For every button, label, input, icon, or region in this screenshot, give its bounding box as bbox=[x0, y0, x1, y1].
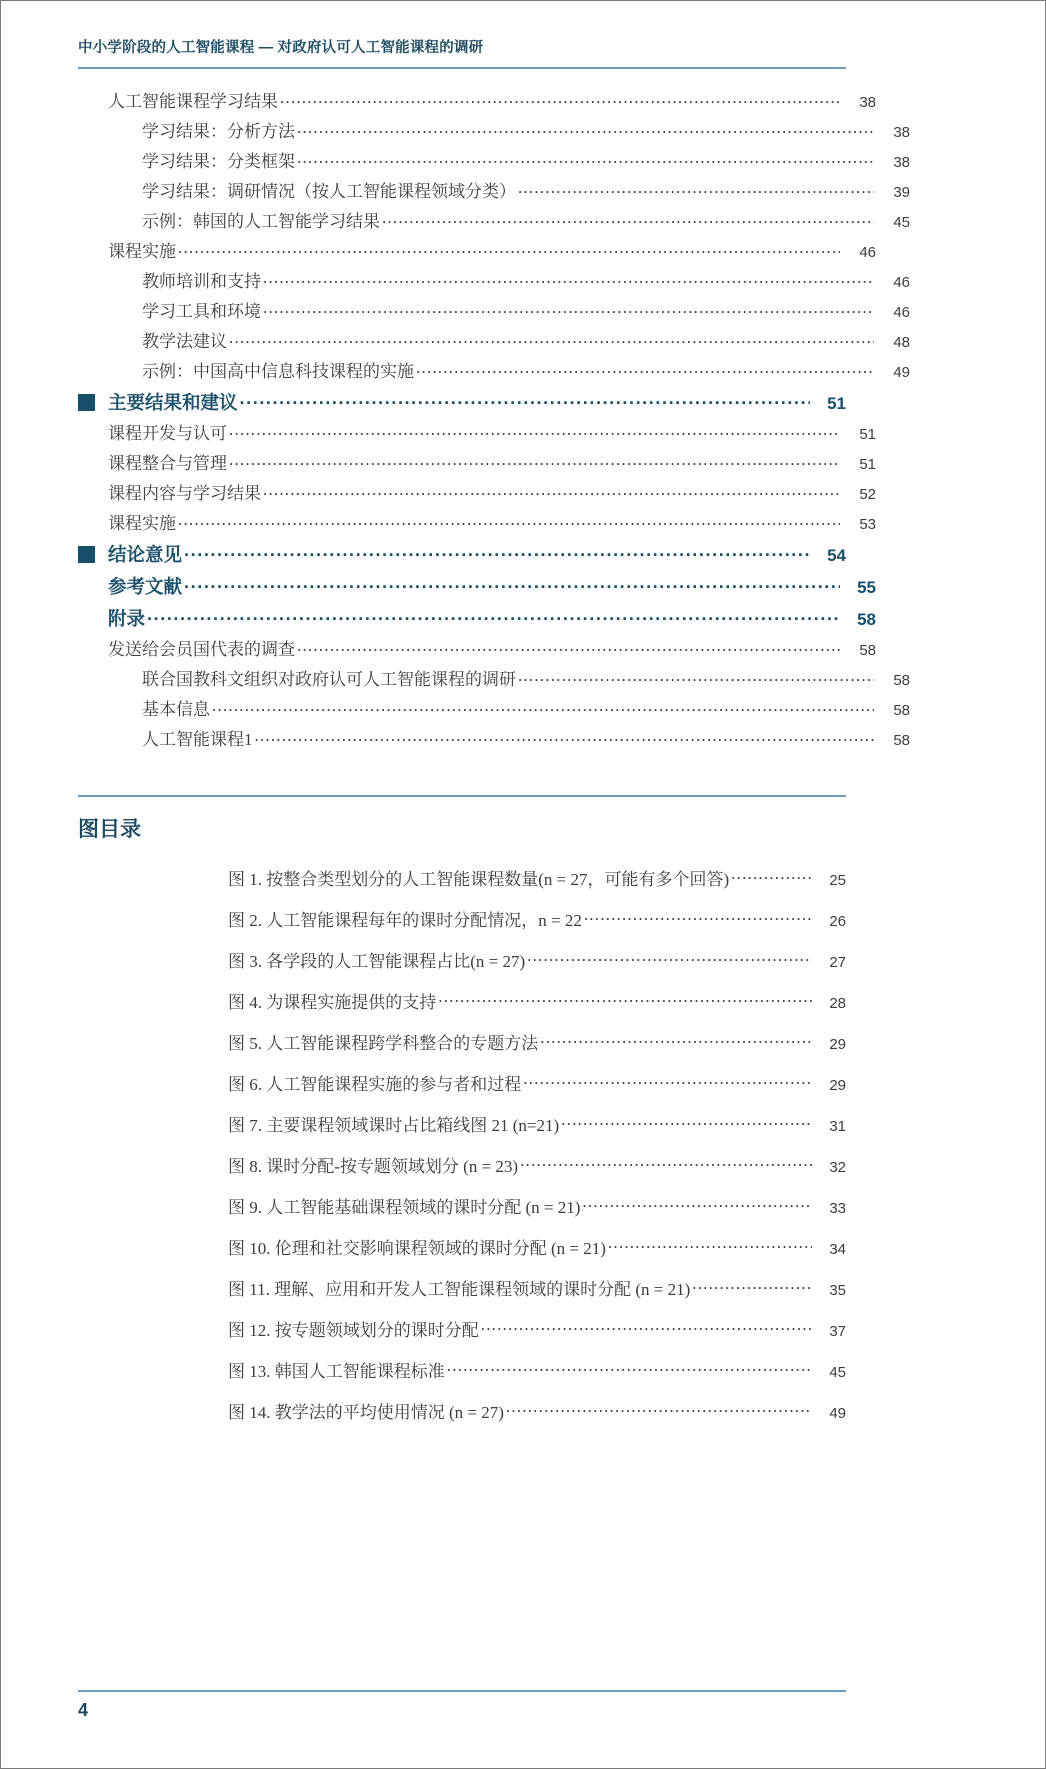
toc-entry-page-number: 39 bbox=[893, 184, 910, 201]
figure-entry[interactable] bbox=[228, 857, 846, 898]
figure-dot-leader bbox=[438, 991, 812, 1008]
figure-entry-page-number: 49 bbox=[829, 1405, 846, 1422]
toc-dot-leader bbox=[297, 638, 840, 655]
square-bullet-glyph bbox=[78, 394, 95, 411]
toc-entry[interactable] bbox=[78, 325, 910, 355]
list-of-figures-divider bbox=[78, 795, 846, 797]
toc-entry-label: 人工智能课程1 bbox=[142, 730, 253, 749]
toc-entry[interactable] bbox=[78, 235, 876, 265]
toc-entry[interactable] bbox=[78, 601, 876, 633]
page-footer bbox=[78, 1690, 868, 1721]
toc-entry-label: 示例：韩国的人工智能学习结果 bbox=[142, 212, 380, 231]
toc-entry-label: 课程整合与管理 bbox=[108, 454, 227, 473]
toc-entry-page-number: 55 bbox=[857, 577, 876, 597]
toc-entry-label: 课程内容与学习结果 bbox=[108, 484, 261, 503]
toc-entry-page-number: 46 bbox=[859, 244, 876, 261]
toc-entry[interactable] bbox=[78, 205, 910, 235]
figure-entry-page-number: 25 bbox=[829, 872, 846, 889]
figure-dot-leader bbox=[561, 1114, 812, 1131]
figure-entry[interactable] bbox=[228, 1390, 846, 1431]
figure-entry-page-number: 29 bbox=[829, 1036, 846, 1053]
figure-entry[interactable] bbox=[228, 1062, 846, 1103]
figure-entry[interactable] bbox=[228, 980, 846, 1021]
figure-entry-page-number: 26 bbox=[829, 913, 846, 930]
figure-entry-label: 图 14. 教学法的平均使用情况 (n = 27) bbox=[228, 1403, 504, 1422]
figure-entry[interactable] bbox=[228, 1267, 846, 1308]
toc-dot-leader bbox=[184, 542, 810, 561]
figure-dot-leader bbox=[582, 1196, 812, 1213]
toc-dot-leader bbox=[263, 270, 874, 287]
toc-entry-page-number: 49 bbox=[893, 364, 910, 381]
toc-entry-label: 主要结果和建议 bbox=[108, 391, 238, 413]
figure-entry-page-number: 45 bbox=[829, 1364, 846, 1381]
figure-entry[interactable] bbox=[228, 1021, 846, 1062]
toc-entry-page-number: 58 bbox=[893, 672, 910, 689]
toc-entry[interactable] bbox=[78, 417, 876, 447]
running-header-title: 中小学阶段的人工智能课程 — 对政府认可人工智能课程的调研 bbox=[78, 40, 484, 56]
toc-entry-label: 教师培训和支持 bbox=[142, 272, 261, 291]
toc-entry-label: 学习工具和环境 bbox=[142, 302, 261, 321]
toc-entry[interactable] bbox=[78, 569, 876, 601]
toc-entry-label: 课程实施 bbox=[108, 242, 176, 261]
figure-entry-label: 图 12. 按专题领域划分的课时分配 bbox=[228, 1321, 479, 1340]
toc-entry-label: 课程开发与认可 bbox=[108, 424, 227, 443]
figure-entry-label: 图 10. 伦理和社交影响课程领域的课时分配 (n = 21) bbox=[228, 1239, 606, 1258]
toc-entry[interactable] bbox=[78, 85, 876, 115]
toc-entry-page-number: 48 bbox=[893, 334, 910, 351]
toc-entry[interactable] bbox=[78, 355, 910, 385]
toc-dot-leader bbox=[255, 728, 875, 745]
toc-entry[interactable] bbox=[78, 663, 910, 693]
figure-entry-page-number: 35 bbox=[829, 1282, 846, 1299]
figure-entry[interactable] bbox=[228, 1103, 846, 1144]
toc-entry[interactable] bbox=[78, 507, 876, 537]
figure-entry[interactable] bbox=[228, 1349, 846, 1390]
toc-entry-page-number: 58 bbox=[893, 702, 910, 719]
header-divider bbox=[78, 67, 846, 69]
table-of-contents bbox=[78, 85, 910, 753]
toc-entry-label: 教学法建议 bbox=[142, 332, 227, 351]
figure-entry[interactable] bbox=[228, 939, 846, 980]
figure-dot-leader bbox=[506, 1401, 812, 1418]
figure-entry-page-number: 29 bbox=[829, 1077, 846, 1094]
figure-entry-label: 图 7. 主要课程领域课时占比箱线图 21 (n=21) bbox=[228, 1116, 560, 1135]
toc-entry-label: 参考文献 bbox=[108, 575, 183, 597]
toc-entry[interactable] bbox=[78, 385, 846, 417]
toc-entry-label: 学习结果：分类框架 bbox=[142, 152, 295, 171]
toc-entry-page-number: 51 bbox=[859, 426, 876, 443]
toc-dot-leader bbox=[263, 300, 874, 317]
running-header bbox=[78, 0, 868, 69]
footer-divider bbox=[78, 1690, 846, 1692]
toc-entry-page-number: 51 bbox=[827, 393, 846, 413]
toc-dot-leader bbox=[297, 120, 874, 137]
toc-dot-leader bbox=[263, 482, 840, 499]
figure-entry-page-number: 27 bbox=[829, 954, 846, 971]
square-bullet-icon bbox=[78, 392, 108, 409]
figure-entry[interactable] bbox=[228, 898, 846, 939]
toc-entry-page-number: 46 bbox=[893, 274, 910, 291]
toc-dot-leader bbox=[212, 698, 874, 715]
toc-dot-leader bbox=[280, 90, 840, 107]
toc-entry-page-number: 46 bbox=[893, 304, 910, 321]
toc-entry-page-number: 51 bbox=[859, 456, 876, 473]
toc-entry-label: 课程实施 bbox=[108, 514, 176, 533]
figure-entry-label: 图 8. 课时分配-按专题领域划分 (n = 23) bbox=[228, 1157, 519, 1176]
toc-entry-page-number: 52 bbox=[859, 486, 876, 503]
toc-entry[interactable] bbox=[78, 537, 846, 569]
toc-entry-label: 联合国教科文组织对政府认可人工智能课程的调研 bbox=[142, 670, 516, 689]
figure-dot-leader bbox=[520, 1155, 812, 1172]
toc-entry[interactable] bbox=[78, 265, 910, 295]
toc-dot-leader bbox=[178, 240, 840, 257]
figure-dot-leader bbox=[584, 909, 812, 926]
figure-dot-leader bbox=[540, 1032, 812, 1049]
toc-entry-page-number: 54 bbox=[827, 545, 846, 565]
toc-entry-page-number: 58 bbox=[859, 642, 876, 659]
toc-dot-leader bbox=[518, 668, 874, 685]
toc-entry[interactable] bbox=[78, 723, 910, 753]
figure-entry-label: 图 3. 各学段的人工智能课程占比(n = 27) bbox=[228, 952, 526, 971]
toc-entry-label: 学习结果：调研情况（按人工智能课程领域分类） bbox=[142, 182, 516, 201]
toc-entry[interactable] bbox=[78, 145, 910, 175]
figure-entry[interactable] bbox=[228, 1308, 846, 1349]
square-bullet-icon bbox=[78, 544, 108, 561]
toc-entry-label: 人工智能课程学习结果 bbox=[108, 92, 278, 111]
figure-dot-leader bbox=[692, 1278, 812, 1295]
figure-dot-leader bbox=[608, 1237, 812, 1254]
square-bullet-glyph bbox=[78, 546, 95, 563]
toc-entry-label: 示例：中国高中信息科技课程的实施 bbox=[142, 362, 414, 381]
figure-entry-label: 图 5. 人工智能课程跨学科整合的专题方法 bbox=[228, 1034, 539, 1053]
footer-page-number: 4 bbox=[78, 1700, 89, 1720]
toc-entry[interactable] bbox=[78, 477, 876, 507]
toc-entry-page-number: 53 bbox=[859, 516, 876, 533]
figure-dot-leader bbox=[731, 868, 812, 885]
list-of-figures-title: 图目录 bbox=[78, 818, 141, 841]
figure-entry[interactable] bbox=[228, 1226, 846, 1267]
toc-dot-leader bbox=[416, 360, 874, 377]
toc-dot-leader bbox=[240, 390, 810, 409]
toc-dot-leader bbox=[229, 422, 840, 439]
figure-entry-page-number: 33 bbox=[829, 1200, 846, 1217]
figure-entry-label: 图 9. 人工智能基础课程领域的课时分配 (n = 21) bbox=[228, 1198, 581, 1217]
toc-entry-page-number: 38 bbox=[893, 124, 910, 141]
toc-entry-page-number: 58 bbox=[857, 609, 876, 629]
toc-entry-label: 学习结果：分析方法 bbox=[142, 122, 295, 141]
toc-entry[interactable] bbox=[78, 693, 910, 723]
toc-dot-leader bbox=[382, 210, 874, 227]
figure-entry[interactable] bbox=[228, 1144, 846, 1185]
toc-entry[interactable] bbox=[78, 447, 876, 477]
figure-entry-label: 图 2. 人工智能课程每年的课时分配情况，n = 22 bbox=[228, 911, 582, 930]
figure-dot-leader bbox=[523, 1073, 812, 1090]
toc-entry-page-number: 38 bbox=[859, 94, 876, 111]
figure-entry-label: 图 11. 理解、应用和开发人工智能课程领域的课时分配 (n = 21) bbox=[228, 1280, 691, 1299]
toc-dot-leader bbox=[297, 150, 874, 167]
figure-dot-leader bbox=[447, 1360, 812, 1377]
toc-entry-label: 结论意见 bbox=[108, 543, 183, 565]
list-of-figures bbox=[78, 857, 868, 1431]
figure-dot-leader bbox=[527, 950, 812, 967]
figure-entry-label: 图 1. 按整合类型划分的人工智能课程数量(n = 27，可能有多个回答) bbox=[228, 870, 730, 889]
toc-entry-label: 基本信息 bbox=[142, 700, 210, 719]
toc-entry[interactable] bbox=[78, 633, 876, 663]
toc-entry-label: 发送给会员国代表的调查 bbox=[108, 640, 295, 659]
toc-entry-page-number: 58 bbox=[893, 732, 910, 749]
toc-dot-leader bbox=[184, 574, 840, 593]
toc-dot-leader bbox=[518, 180, 874, 197]
figure-entry-label: 图 4. 为课程实施提供的支持 bbox=[228, 993, 437, 1012]
figure-dot-leader bbox=[481, 1319, 812, 1336]
figure-entry[interactable] bbox=[228, 1185, 846, 1226]
figure-entry-label: 图 13. 韩国人工智能课程标准 bbox=[228, 1362, 445, 1381]
toc-entry[interactable] bbox=[78, 295, 910, 325]
page-content bbox=[78, 0, 910, 1431]
toc-entry-page-number: 45 bbox=[893, 214, 910, 231]
figure-entry-page-number: 37 bbox=[829, 1323, 846, 1340]
toc-entry[interactable] bbox=[78, 115, 910, 145]
toc-dot-leader bbox=[229, 330, 874, 347]
figure-entry-page-number: 32 bbox=[829, 1159, 846, 1176]
figure-entry-label: 图 6. 人工智能课程实施的参与者和过程 bbox=[228, 1075, 522, 1094]
toc-dot-leader bbox=[178, 512, 840, 529]
figure-entry-page-number: 34 bbox=[829, 1241, 846, 1258]
toc-dot-leader bbox=[147, 606, 840, 625]
figure-entry-page-number: 31 bbox=[829, 1118, 846, 1135]
toc-entry[interactable] bbox=[78, 175, 910, 205]
toc-entry-page-number: 38 bbox=[893, 154, 910, 171]
toc-dot-leader bbox=[229, 452, 840, 469]
toc-entry-label: 附录 bbox=[108, 607, 146, 629]
figure-entry-page-number: 28 bbox=[829, 995, 846, 1012]
